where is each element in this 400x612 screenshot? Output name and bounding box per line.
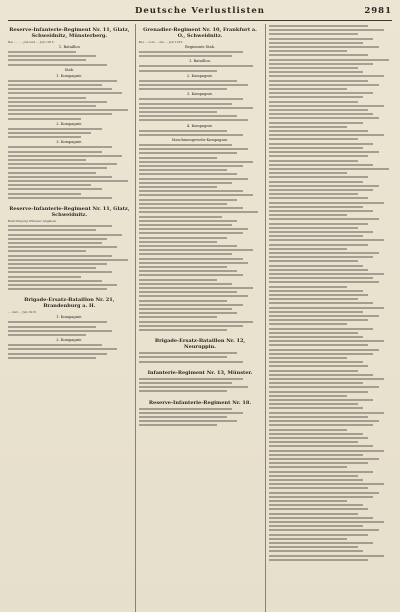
- casualty-entry: [8, 135, 131, 139]
- section-title: 1. Bataillon.: [189, 59, 212, 64]
- casualty-entry: [139, 64, 262, 68]
- casualty-entry: [8, 333, 131, 337]
- text-column: [8, 24, 131, 612]
- regiment-heading: Reserve-Infanterie-Regiment Nr. 11, Glatz, Schweidnitz, Münsterberg.: [9, 27, 130, 39]
- casualty-entry: [139, 210, 262, 214]
- section-title: 2. Kompagnie.: [56, 338, 83, 343]
- casualty-entry: [139, 87, 262, 91]
- heading-note: Bei ... vom ... bis ... Juli 1915.: [138, 40, 184, 44]
- heading-note: Berichtigung früherer Angaben.: [8, 219, 57, 224]
- regiment-heading: Infanterie-Regiment Nr. 13, Münster.: [147, 369, 253, 376]
- text-column: [135, 24, 262, 612]
- page-title: Deutsche Verlustlisten: [135, 6, 265, 16]
- casualty-entry: [139, 69, 262, 73]
- header-rule: [8, 20, 392, 21]
- section-title: 1. Kompagnie.: [56, 73, 83, 78]
- regiment-heading: Brigade-Ersatz-Bataillon Nr. 12, Neuruppin.: [154, 338, 246, 351]
- regiment-heading: Brigade-Ersatz-Bataillon Nr. 21, Brandenburg a. H.: [24, 297, 115, 310]
- regiment-heading: Reserve-Infanterie-Regiment Nr. 11, Glatz, Schweidnitz.: [9, 206, 130, 219]
- section-title: 1. Kompagnie.: [56, 315, 83, 320]
- casualty-entry: [8, 347, 131, 351]
- section-title: 3. Kompagnie.: [186, 92, 214, 97]
- section-title: Maschinengewehr-Kompagnie.: [171, 138, 229, 143]
- casualty-entry: [139, 133, 262, 137]
- heading-note: ... und ... Juli 1915.: [8, 310, 37, 315]
- section-title: 2. Kompagnie.: [56, 121, 83, 126]
- casualty-entry: [139, 54, 262, 58]
- section-title: 4. Kompagnie.: [186, 123, 214, 128]
- casualty-entry: [8, 117, 131, 121]
- casualty-entry: [8, 63, 131, 67]
- casualty-entry: [269, 280, 392, 284]
- regiment-heading: Grenadier-Regiment Nr. 10, Frankfurt a. O., Schweidnitz.: [143, 27, 257, 39]
- text-column: [265, 24, 392, 612]
- section-title: Regiments-Stab.: [184, 45, 216, 49]
- section-title: 2. Kompagnie.: [186, 73, 214, 78]
- casualty-entry: [139, 294, 262, 298]
- casualty-entry: [269, 217, 392, 221]
- section-title: 1. Bataillon: [58, 45, 80, 49]
- section-title: Stab.: [64, 67, 75, 72]
- page-number: 2981: [364, 6, 392, 16]
- heading-note: Bei ... , ... Juli und ... Juli 1915.: [8, 40, 55, 44]
- casualty-entry: [269, 238, 392, 242]
- casualty-entry: [139, 118, 262, 122]
- section-title: 3. Kompagnie.: [56, 140, 83, 145]
- text-columns: [8, 24, 392, 612]
- running-head: [8, 6, 392, 18]
- regiment-heading: Reserve-Infanterie-Regiment Nr. 18.: [148, 399, 252, 406]
- casualty-entry: [269, 528, 392, 532]
- casualty-entry: [8, 91, 131, 95]
